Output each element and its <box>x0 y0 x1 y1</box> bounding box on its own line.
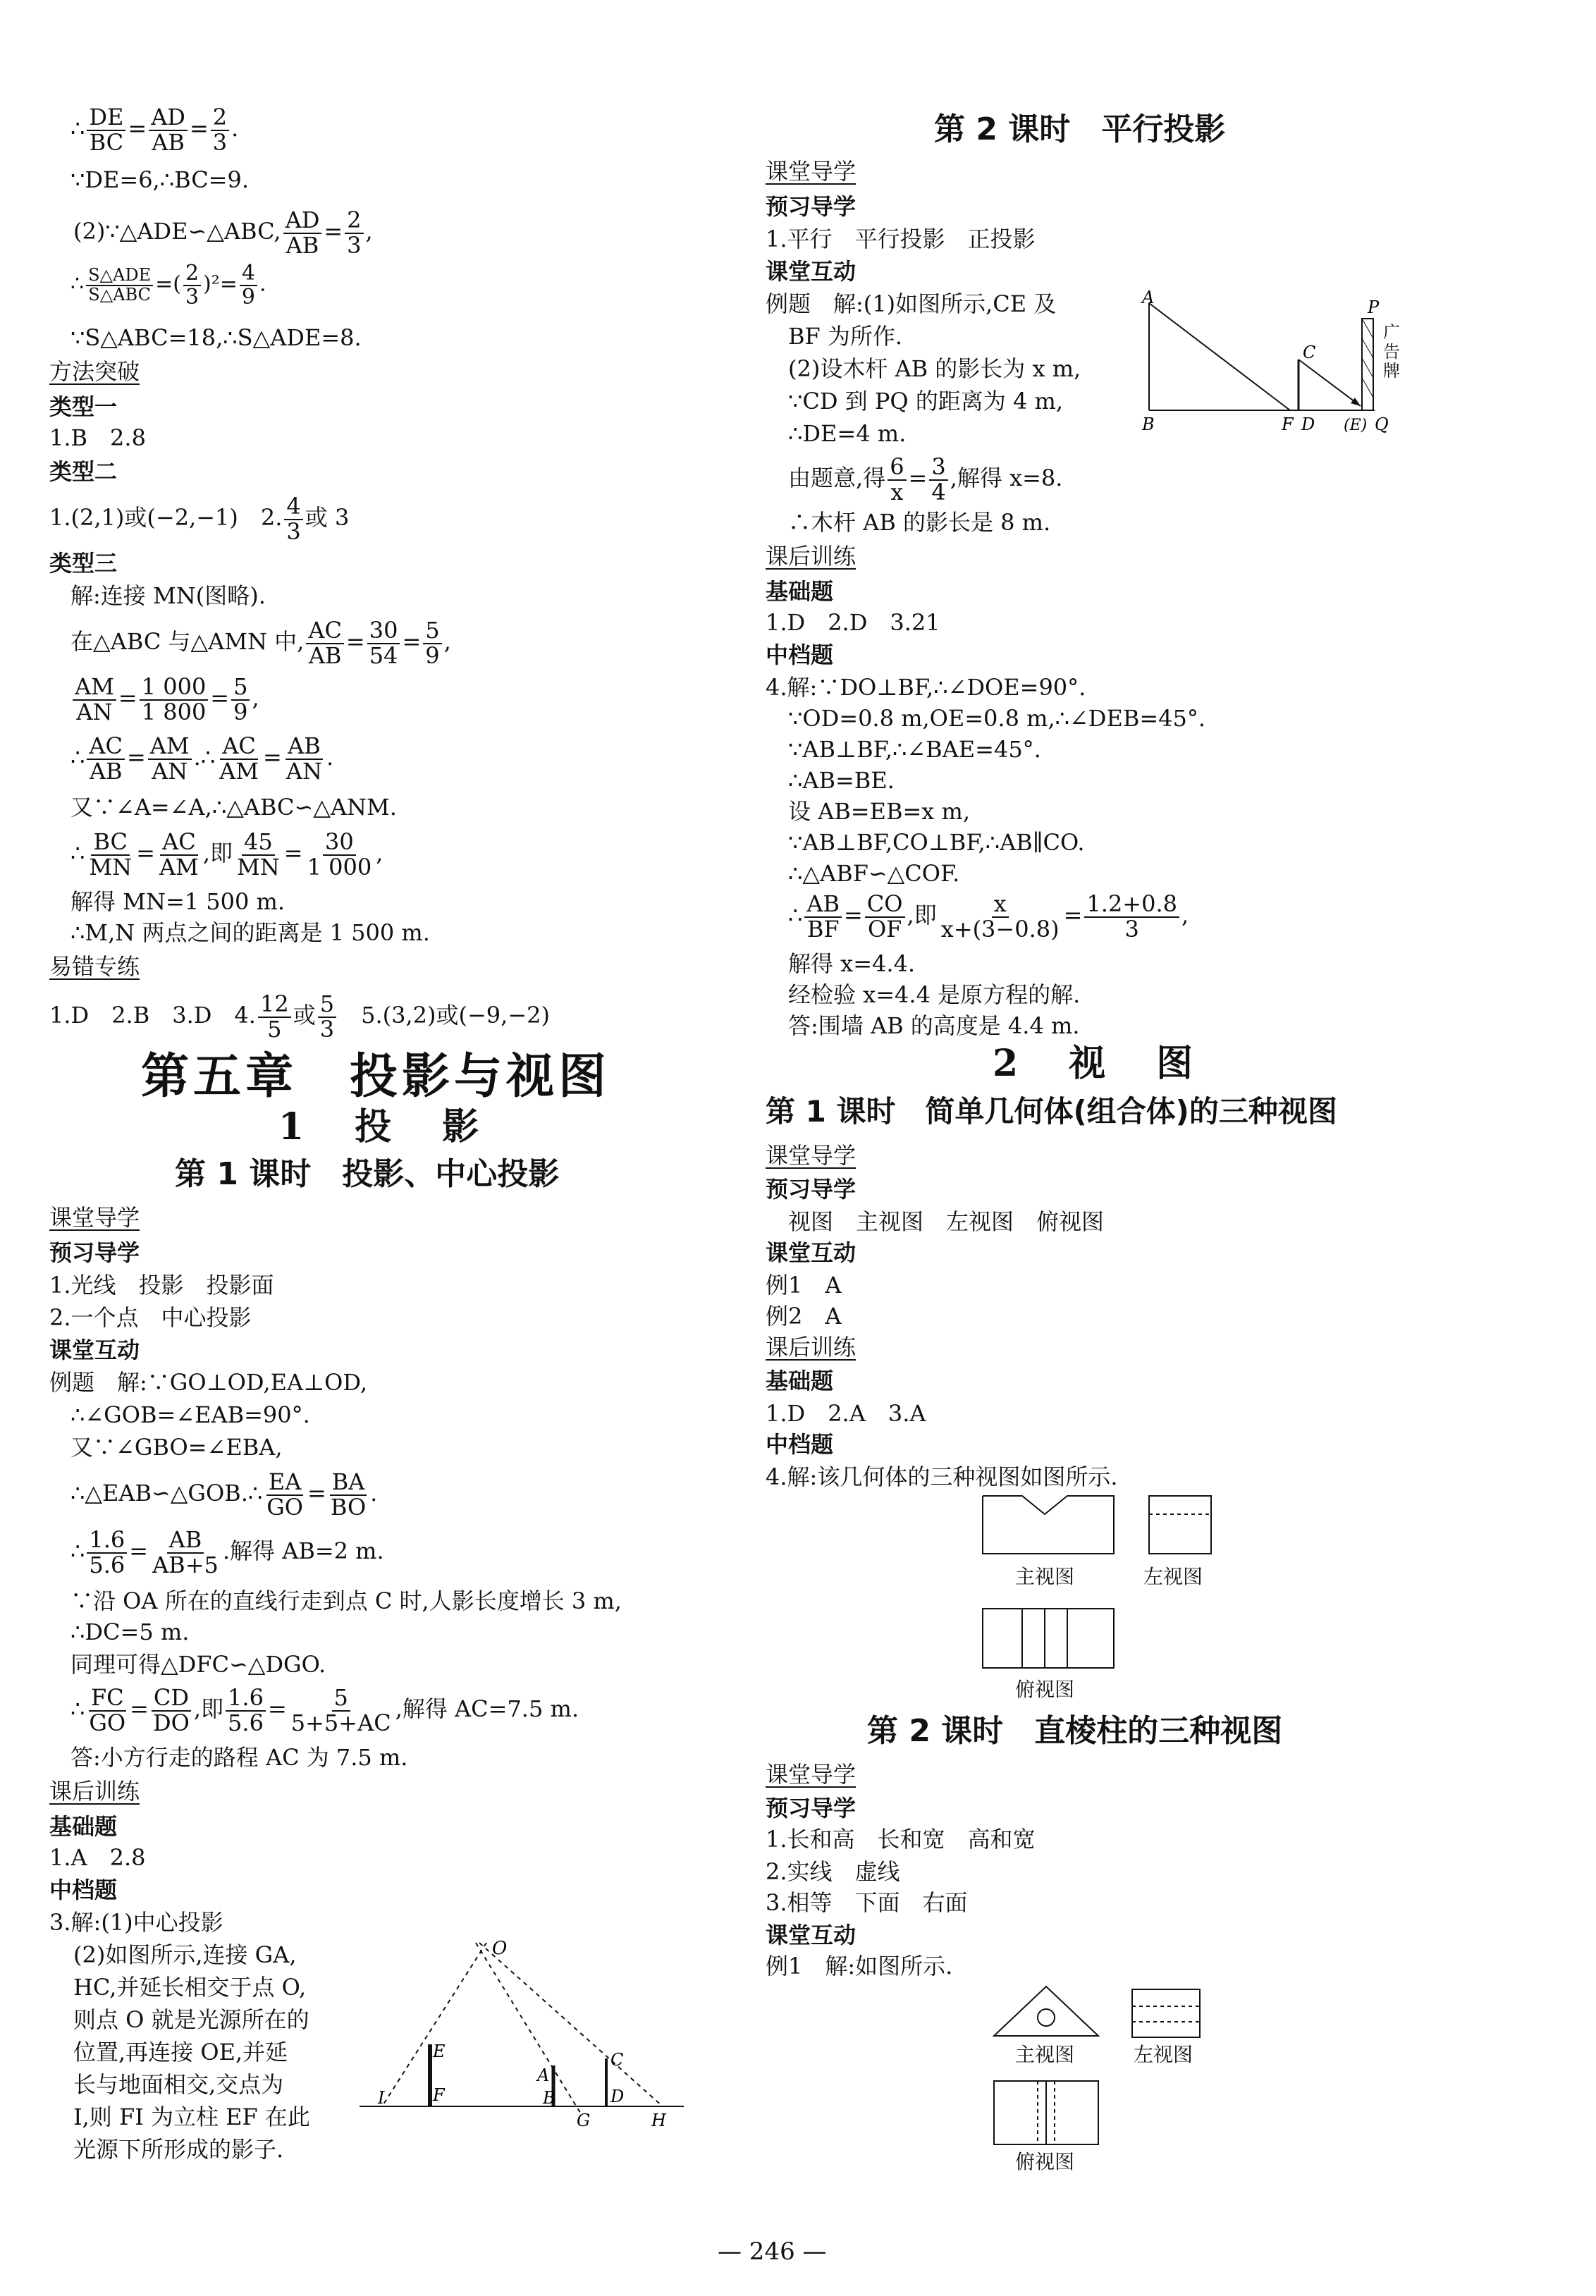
eq-line: ∴ $\frac{AB}{BF}$ = $\frac{CO}{OF}$ ,即 $\frac{x}{x+(3-0.8)}$ = $\frac{1.2+0.8}{3}$ , <box>788 890 1189 943</box>
prism-views-figure <box>991 1982 1217 2166</box>
svg-text:H: H <box>651 2111 666 2130</box>
subheading: 类型三 <box>49 550 118 577</box>
svg-text:A: A <box>537 2065 550 2085</box>
text-line: ∵S△ABC=18,∴S△ADE=8. <box>70 324 362 351</box>
eq-line: ∴ $\frac{FC}{GO}$ = $\frac{CD}{DO}$ ,即 $\frac{1.6}{5.6}$ = $\frac{5}{5+5+AC}$ ,解得 AC=7.5 m. <box>70 1684 579 1736</box>
answer-line: 1.(2,1)或(−2,−1) 2. $\frac{4}{3}$ 或 3 <box>49 493 350 545</box>
svg-text:I: I <box>378 2088 385 2108</box>
text-line: ∴木杆 AB 的影长是 8 m. <box>788 509 1051 536</box>
svg-text:O: O <box>492 1938 508 1959</box>
text-line: 例1 解:如图所示. <box>766 1953 953 1979</box>
view-label: 俯视图 <box>1015 2150 1075 2173</box>
subheading: 基础题 <box>49 1813 118 1840</box>
text-line: 1.光线 投影 投影面 <box>49 1272 274 1299</box>
parallel-projection-diagram <box>1135 289 1403 437</box>
svg-text:D: D <box>610 2087 625 2106</box>
heading-after: 课后训练 <box>766 543 857 570</box>
section-title: 2 视 图 <box>993 1042 1201 1085</box>
subheading: 预习导学 <box>766 1795 857 1822</box>
text-line: ∵AB⊥BF,∴∠BAE=45°. <box>788 736 1041 763</box>
answer-line: 1.B 2.8 <box>49 424 146 451</box>
subheading: 课堂互动 <box>49 1337 140 1363</box>
svg-text:D: D <box>1301 415 1315 434</box>
text-line: ∵OD=0.8 m,OE=0.8 m,∴∠DEB=45°. <box>788 705 1206 732</box>
answer-line: 例1 A <box>766 1272 842 1299</box>
lesson-title: 第 2 课时 平行投影 <box>934 111 1226 147</box>
subheading: 课堂互动 <box>766 1239 857 1266</box>
view-label: 俯视图 <box>1015 1678 1075 1701</box>
text-line: 4.解:该几何体的三种视图如图所示. <box>766 1463 1118 1490</box>
lesson-title: 第 1 课时 简单几何体(组合体)的三种视图 <box>766 1094 1337 1129</box>
heading-after: 课后训练 <box>49 1778 140 1805</box>
view-label: 左视图 <box>1143 1565 1203 1588</box>
text-line: ∴DE=4 m. <box>788 420 907 447</box>
heading-easy: 易错专练 <box>49 953 140 980</box>
text-line: 例题 解:(1)如图所示,CE 及 <box>766 290 1057 317</box>
text-line: ∵沿 OA 所在的直线行走到点 C 时,人影长度增长 3 m, <box>70 1588 622 1614</box>
svg-text:C: C <box>1303 343 1316 362</box>
subheading: 类型一 <box>49 393 118 420</box>
text-line: ∴∠GOB=∠EAB=90°. <box>70 1401 310 1428</box>
text-line: 又∵∠GBO=∠EBA, <box>70 1434 283 1461</box>
svg-text:G: G <box>577 2111 591 2130</box>
subheading: 类型二 <box>49 458 118 485</box>
subheading: 中档题 <box>49 1877 118 1903</box>
eq-line: ∴ $\frac{\text{S△ADE}}{\text{S△ABC}}$ =( $\frac{2}{3}$ )²= $\frac{4}{9}$ . <box>70 261 266 309</box>
text-line: 则点 O 就是光源所在的 <box>73 2006 309 2033</box>
heading-class: 课堂导学 <box>766 1761 857 1788</box>
svg-text:(E): (E) <box>1344 417 1368 434</box>
text-line: 位置,再连接 OE,并延 <box>73 2039 288 2065</box>
answer-line: 例2 A <box>766 1303 842 1330</box>
text-line: ∴△ABF∽△COF. <box>788 860 960 887</box>
svg-text:C: C <box>610 2050 624 2070</box>
answer-line: 1.D 2.A 3.A <box>766 1400 926 1427</box>
subheading: 基础题 <box>766 1368 834 1394</box>
svg-text:F: F <box>433 2085 445 2105</box>
heading-after: 课后训练 <box>766 1334 857 1361</box>
lesson-title: 第 2 课时 直棱柱的三种视图 <box>867 1713 1283 1749</box>
subheading: 课堂互动 <box>766 1922 857 1948</box>
text-line: 解:连接 MN(图略). <box>70 582 266 609</box>
text-line: BF 为所作. <box>788 323 903 350</box>
sign-label: 广告牌 <box>1383 322 1400 381</box>
text-line: 同理可得△DFC∽△DGO. <box>70 1651 326 1678</box>
svg-text:B: B <box>543 2088 555 2108</box>
text-line: (2)如图所示,连接 GA, <box>73 1941 297 1968</box>
view-label: 主视图 <box>1015 1565 1075 1588</box>
svg-text:E: E <box>433 2042 446 2061</box>
heading-class: 课堂导学 <box>766 1142 857 1169</box>
text-line: ∴DC=5 m. <box>70 1619 190 1645</box>
text-line: 长与地面相交,交点为 <box>73 2071 284 2098</box>
subheading: 预习导学 <box>49 1239 140 1266</box>
text-line: ∴AB=BE. <box>788 767 895 794</box>
answer-line: 1.D 2.D 3.21 <box>766 609 940 636</box>
eq-line: 在△ABC 与△AMN 中, $\frac{AC}{AB}$ = $\frac{30}{54}$ = $\frac{5}{9}$ , <box>70 617 451 669</box>
eq-line: ∴ $\frac{DE}{BC}$ = $\frac{AD}{AB}$ = $\frac{2}{3}$ . <box>70 104 239 156</box>
subheading: 课堂互动 <box>766 258 857 285</box>
central-projection-diagram <box>352 1932 691 2136</box>
subheading: 基础题 <box>766 578 834 605</box>
svg-text:B: B <box>1142 415 1155 434</box>
subheading: 中档题 <box>766 1431 834 1458</box>
text-line: ∵AB⊥BF,CO⊥BF,∴AB∥CO. <box>788 829 1085 856</box>
text-line: 答:小方行走的路程 AC 为 7.5 m. <box>70 1744 408 1771</box>
text-line: 1.长和高 长和宽 高和宽 <box>766 1826 1036 1853</box>
eq-line: $\frac{AM}{AN}$ = $\frac{1 000}{1 800}$ = $\frac{5}{9}$ , <box>70 675 259 724</box>
svg-text:A: A <box>1142 289 1155 307</box>
answer-line: 1.D 2.B 3.D 4. $\frac{12}{5}$ 或 $\frac{5}{3}$ 5.(3,2)或(−9,−2) <box>49 990 550 1043</box>
text-line: 3.相等 下面 右面 <box>766 1889 968 1916</box>
eq-line: ∴△EAB∽△GOB.∴ $\frac{EA}{GO}$ = $\frac{BA}{BO}$ . <box>70 1468 378 1521</box>
svg-text:P: P <box>1368 297 1380 317</box>
text-line: 又∵∠A=∠A,∴△ABC∽△ANM. <box>70 794 397 821</box>
heading-class: 课堂导学 <box>49 1204 140 1231</box>
heading-class: 课堂导学 <box>766 158 857 185</box>
text-line: I,则 FI 为立柱 EF 在此 <box>73 2104 310 2130</box>
eq-line: (2)∵△ADE∽△ABC, $\frac{AD}{AB}$ = $\frac{2}{3}$ , <box>73 207 373 259</box>
text-line: ∴M,N 两点之间的距离是 1 500 m. <box>70 919 430 946</box>
text-line: 2.一个点 中心投影 <box>49 1304 252 1331</box>
text-line: 解得 MN=1 500 m. <box>70 888 286 915</box>
svg-text:Q: Q <box>1375 415 1389 434</box>
lesson-title: 第 1 课时 投影、中心投影 <box>175 1156 560 1192</box>
subheading: 预习导学 <box>766 1176 857 1203</box>
eq-line: 由题意,得 $\frac{6}{x}$ = $\frac{3}{4}$ ,解得 x=8. <box>788 453 1063 505</box>
text-line: 3.解:(1)中心投影 <box>49 1909 223 1936</box>
page-number: — 246 — <box>718 2237 827 2266</box>
subheading: 预习导学 <box>766 193 857 220</box>
svg-text:F: F <box>1282 415 1294 434</box>
text-line: 1.平行 平行投影 正投影 <box>766 226 1036 252</box>
text-line: 2.实线 虚线 <box>766 1858 900 1885</box>
text-line: 解得 x=4.4. <box>788 950 916 977</box>
eq-line: ∴ $\frac{1.6}{5.6}$ = $\frac{AB}{AB+5}$ .解得 AB=2 m. <box>70 1526 384 1578</box>
text-line: 设 AB=EB=x m, <box>788 798 971 825</box>
text-line: ∵DE=6,∴BC=9. <box>70 166 250 193</box>
text-line: 4.解:∵DO⊥BF,∴∠DOE=90°. <box>766 674 1086 701</box>
view-label: 左视图 <box>1134 2043 1193 2066</box>
text-line: 答:围墙 AB 的高度是 4.4 m. <box>788 1012 1080 1039</box>
heading-method: 方法突破 <box>49 358 140 385</box>
text-line: 例题 解:∵GO⊥OD,EA⊥OD, <box>49 1369 368 1396</box>
text-line: ∵CD 到 PQ 的距离为 4 m, <box>788 388 1064 415</box>
eq-line: ∴ $\frac{AC}{AB}$ = $\frac{AM}{AN}$ .∴ $\frac{AC}{AM}$ = $\frac{AB}{AN}$ . <box>70 732 334 785</box>
view-label: 主视图 <box>1015 2043 1075 2066</box>
text-line: 视图 主视图 左视图 俯视图 <box>788 1208 1105 1235</box>
text-line: 光源下所形成的影子. <box>73 2136 284 2163</box>
text-line: HC,并延长相交于点 O, <box>73 1974 307 2001</box>
eq-line: ∴ $\frac{BC}{MN}$ = $\frac{AC}{AM}$ ,即 $\frac{45}{MN}$ = $\frac{30}{1 000}$ , <box>70 828 383 880</box>
text-line: (2)设木杆 AB 的影长为 x m, <box>788 355 1081 382</box>
subheading: 中档题 <box>766 641 834 668</box>
answer-line: 1.A 2.8 <box>49 1844 146 1871</box>
section-title: 1 投 影 <box>278 1105 486 1148</box>
chapter-title: 第五章 投影与视图 <box>141 1048 611 1105</box>
text-line: 经检验 x=4.4 是原方程的解. <box>788 981 1081 1008</box>
